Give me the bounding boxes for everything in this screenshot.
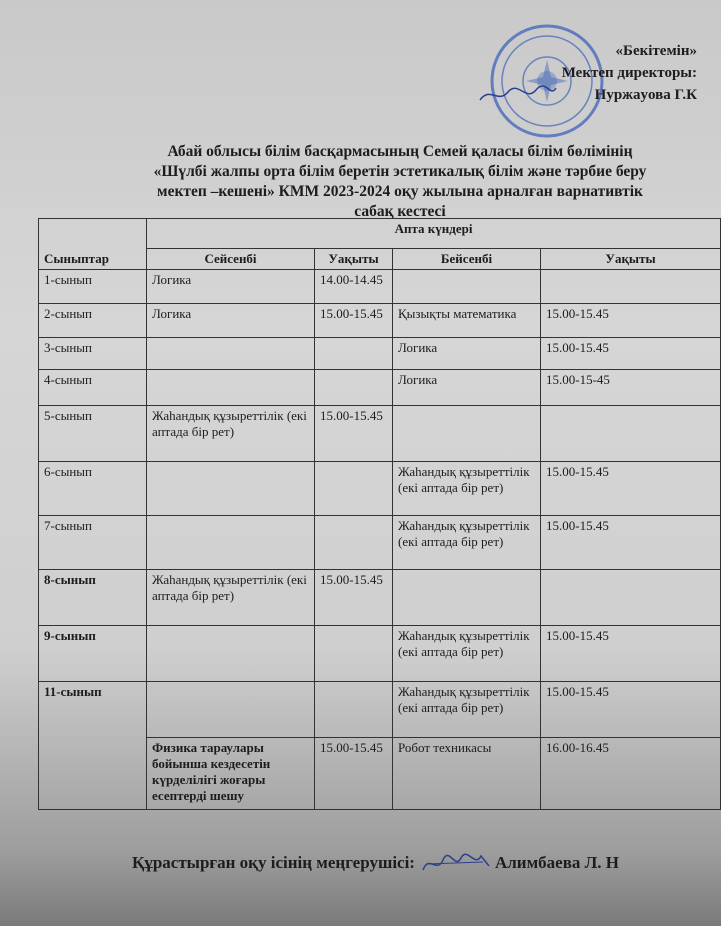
class-cell: 4-сынып <box>39 370 147 406</box>
thursday-time <box>541 406 721 462</box>
thursday-time: 15.00-15.45 <box>541 304 721 338</box>
table-row <box>39 626 721 682</box>
heading-line-2: «Шүлбі жалпы орта білім беретін эстетикалық білім және тәрбие беру <box>153 163 647 180</box>
header-tuesday-time: Уақыты <box>315 249 393 270</box>
thursday-time: 15.00-15.45 <box>541 462 721 516</box>
tuesday-subject: Логика <box>147 270 315 304</box>
schedule-table-wrapper <box>38 218 720 810</box>
thursday-subject: Робот техникасы <box>393 738 541 810</box>
tuesday-subject: Жаһандық құзыреттілік (екі аптада бір рет) <box>147 570 315 626</box>
header-thursday: Бейсенбі <box>393 249 541 270</box>
thursday-time <box>541 570 721 626</box>
table-row <box>39 462 721 516</box>
class-cell: 3-сынып <box>39 338 147 370</box>
tuesday-time: 15.00-15.45 <box>315 738 393 810</box>
tuesday-subject <box>147 338 315 370</box>
tuesday-time <box>315 462 393 516</box>
tuesday-time: 14.00-14.45 <box>315 270 393 304</box>
approval-title: «Бекітемін» <box>615 43 697 59</box>
class-cell: 5-сынып <box>39 406 147 462</box>
thursday-time: 15.00-15-45 <box>541 370 721 406</box>
table-header-row <box>39 219 721 249</box>
thursday-subject: Қызықты математика <box>393 304 541 338</box>
tuesday-time <box>315 682 393 738</box>
thursday-time: 15.00-15.45 <box>541 682 721 738</box>
compiler-signature-icon <box>419 848 491 878</box>
tuesday-subject: Физика тараулары бойынша кездесетін күрделілігі жоғары есептерді шешу <box>147 738 315 810</box>
tuesday-subject <box>147 682 315 738</box>
tuesday-subject: Жаһандық құзыреттілік (екі аптада бір рет) <box>147 406 315 462</box>
thursday-subject <box>393 270 541 304</box>
header-classes: Сыныптар <box>39 219 147 270</box>
header-thursday-time: Уақыты <box>541 249 721 270</box>
table-row <box>39 338 721 370</box>
footer-signature-line <box>132 848 692 878</box>
class-cell: 6-сынып <box>39 462 147 516</box>
footer-name: Алимбаева Л. Н <box>494 853 620 872</box>
table-row <box>39 370 721 406</box>
table-row <box>39 682 721 738</box>
tuesday-time <box>315 370 393 406</box>
thursday-subject: Жаһандық құзыреттілік (екі аптада бір рет) <box>393 626 541 682</box>
document-heading <box>90 142 710 222</box>
thursday-time: 16.00-16.45 <box>541 738 721 810</box>
table-row <box>39 516 721 570</box>
thursday-subject <box>393 406 541 462</box>
thursday-time <box>541 270 721 304</box>
thursday-subject: Логика <box>393 370 541 406</box>
approval-name: Нуржаyова Г.К <box>594 87 697 103</box>
tuesday-subject <box>147 516 315 570</box>
tuesday-time <box>315 516 393 570</box>
tuesday-time <box>315 626 393 682</box>
table-row <box>39 270 721 304</box>
tuesday-subject <box>147 462 315 516</box>
thursday-time: 15.00-15.45 <box>541 626 721 682</box>
class-cell: 2-сынып <box>39 304 147 338</box>
schedule-table <box>38 218 721 810</box>
tuesday-subject <box>147 626 315 682</box>
class-cell: 11-сынып <box>39 682 147 810</box>
footer-label: Құрастырған оқу ісінің меңгерушісі: <box>132 853 415 872</box>
heading-line-3: мектеп –кешені» КММ 2023-2024 оқу жылына арналған варнативтік <box>157 183 643 200</box>
tuesday-time: 15.00-15.45 <box>315 570 393 626</box>
class-cell: 7-сынып <box>39 516 147 570</box>
tuesday-time: 15.00-15.45 <box>315 406 393 462</box>
thursday-subject: Жаһандық құзыреттілік (екі аптада бір рет) <box>393 682 541 738</box>
heading-line-4: сабақ кестесі <box>354 203 446 220</box>
class-cell: 9-сынып <box>39 626 147 682</box>
tuesday-subject <box>147 370 315 406</box>
thursday-time: 15.00-15.45 <box>541 516 721 570</box>
thursday-subject <box>393 570 541 626</box>
tuesday-time: 15.00-15.45 <box>315 304 393 338</box>
thursday-subject: Логика <box>393 338 541 370</box>
approval-block <box>562 40 697 106</box>
thursday-subject: Жаһандық құзыреттілік (екі аптада бір рет) <box>393 516 541 570</box>
tuesday-subject: Логика <box>147 304 315 338</box>
heading-line-1: Абай облысы білім басқармасының Семей қаласы білім бөлімінің <box>167 143 633 160</box>
table-row <box>39 570 721 626</box>
tuesday-time <box>315 338 393 370</box>
header-weekdays: Апта күндері <box>147 219 721 249</box>
table-row <box>39 406 721 462</box>
thursday-subject: Жаһандық құзыреттілік (екі аптада бір рет) <box>393 462 541 516</box>
thursday-time: 15.00-15.45 <box>541 338 721 370</box>
director-signature-icon <box>478 82 558 106</box>
class-cell: 1-сынып <box>39 270 147 304</box>
header-tuesday: Сейсенбі <box>147 249 315 270</box>
class-cell: 8-сынып <box>39 570 147 626</box>
approval-position: Мектеп директоры: <box>561 65 697 81</box>
table-row <box>39 304 721 338</box>
